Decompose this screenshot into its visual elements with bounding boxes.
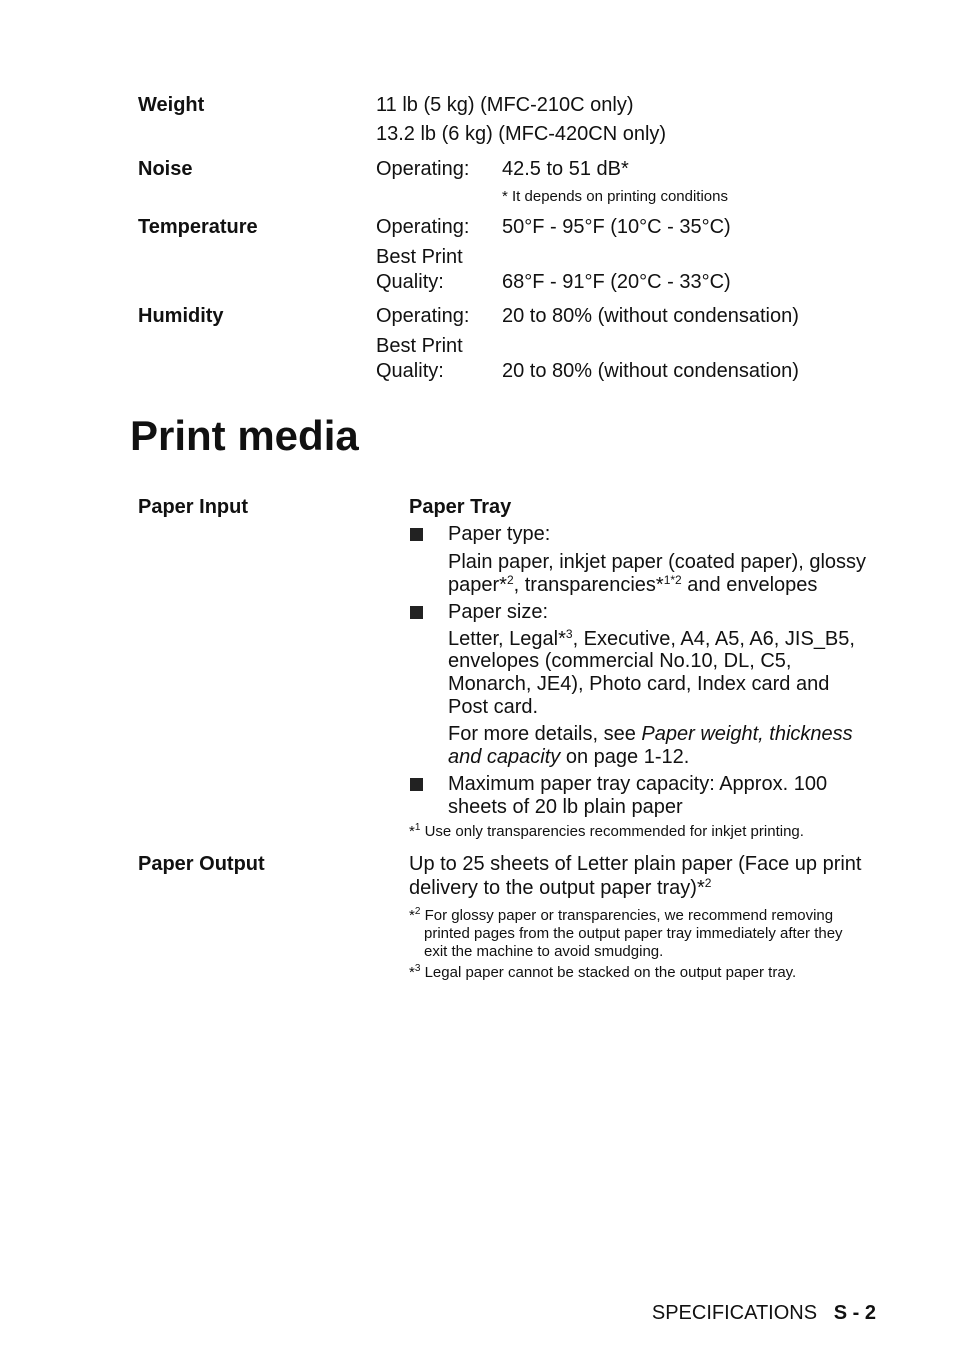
paper-output-line-2: delivery to the output paper tray)*$^2$	[409, 876, 712, 899]
bullet-square-icon	[410, 528, 423, 541]
noise-operating-label: Operating:	[376, 158, 470, 180]
page-number: S - 2	[833, 1302, 876, 1324]
footnote-1: *$^1$ Use only transparencies recommended for inkjet printing.	[409, 822, 804, 840]
footnote-3: *$^3$ Legal paper cannot be stacked on the output paper tray.	[409, 963, 797, 981]
weight-line-2: 13.2 lb (6 kg) (MFC-420CN only)	[376, 123, 667, 145]
humidity-best-value: 20 to 80% (without condensation)	[502, 360, 799, 382]
paper-size-line-2: envelopes (commercial No.10, DL, C5,	[448, 650, 792, 672]
weight-line-1: 11 lb (5 kg) (MFC-210C only)	[376, 94, 634, 116]
capacity-line-1: Maximum paper tray capacity: Approx. 100	[448, 773, 828, 795]
temperature-best-value: 68°F - 91°F (20°C - 33°C)	[502, 271, 731, 293]
details-line-1: For more details, see Paper weight, thickness	[448, 723, 853, 745]
details-line-2: and capacity on page 1-12.	[448, 746, 690, 768]
humidity-operating-value: 20 to 80% (without condensation)	[502, 305, 799, 327]
paper-output-label: Paper Output	[138, 853, 265, 875]
noise-note: * It depends on printing conditions	[502, 188, 728, 205]
temperature-label: Temperature	[138, 216, 258, 238]
temperature-operating-value: 50°F - 95°F (10°C - 35°C)	[502, 216, 731, 238]
capacity-line-2: sheets of 20 lb plain paper	[448, 796, 683, 818]
temperature-operating-label: Operating:	[376, 216, 470, 238]
page-footer	[652, 1302, 876, 1325]
temperature-best-label-2: Quality:	[376, 271, 444, 293]
paper-size-title: Paper size:	[448, 601, 549, 623]
weight-label: Weight	[138, 94, 205, 116]
paper-type-line-2: paper*$^2$, transparencies*$^{1*2}$ and envelopes	[448, 573, 818, 596]
footnote-2-line-2: printed pages from the output paper tray immediately after they	[424, 925, 843, 942]
humidity-operating-label: Operating:	[376, 305, 470, 327]
humidity-label: Humidity	[138, 305, 224, 327]
footer-section: SPECIFICATIONS	[651, 1302, 818, 1324]
paper-output-line-1: Up to 25 sheets of Letter plain paper (Face up print	[409, 853, 862, 875]
paper-type-title: Paper type:	[448, 523, 551, 545]
paper-type-line-1: Plain paper, inkjet paper (coated paper), glossy	[448, 551, 867, 573]
humidity-best-label-2: Quality:	[376, 360, 444, 382]
paper-input-label: Paper Input	[138, 496, 249, 518]
footnote-2-line-3: exit the machine to avoid smudging.	[424, 943, 664, 960]
section-heading-print-media: Print media	[130, 412, 359, 459]
humidity-best-label-1: Best Print	[376, 335, 463, 357]
bullet-square-icon	[410, 778, 423, 791]
paper-size-line-3: Monarch, JE4), Photo card, Index card and	[448, 673, 830, 695]
paper-size-line-1: Letter, Legal*$^3$, Executive, A4, A5, A6, JIS_B5,	[448, 627, 855, 650]
bullet-square-icon	[410, 606, 423, 619]
paper-size-line-4: Post card.	[448, 696, 539, 718]
paper-tray-title: Paper Tray	[409, 496, 512, 518]
noise-label: Noise	[138, 158, 193, 180]
noise-operating-value: 42.5 to 51 dB*	[502, 158, 629, 180]
temperature-best-label-1: Best Print	[376, 246, 463, 268]
footnote-2: *$^2$ For glossy paper or transparencies, we recommend removing	[409, 906, 834, 924]
